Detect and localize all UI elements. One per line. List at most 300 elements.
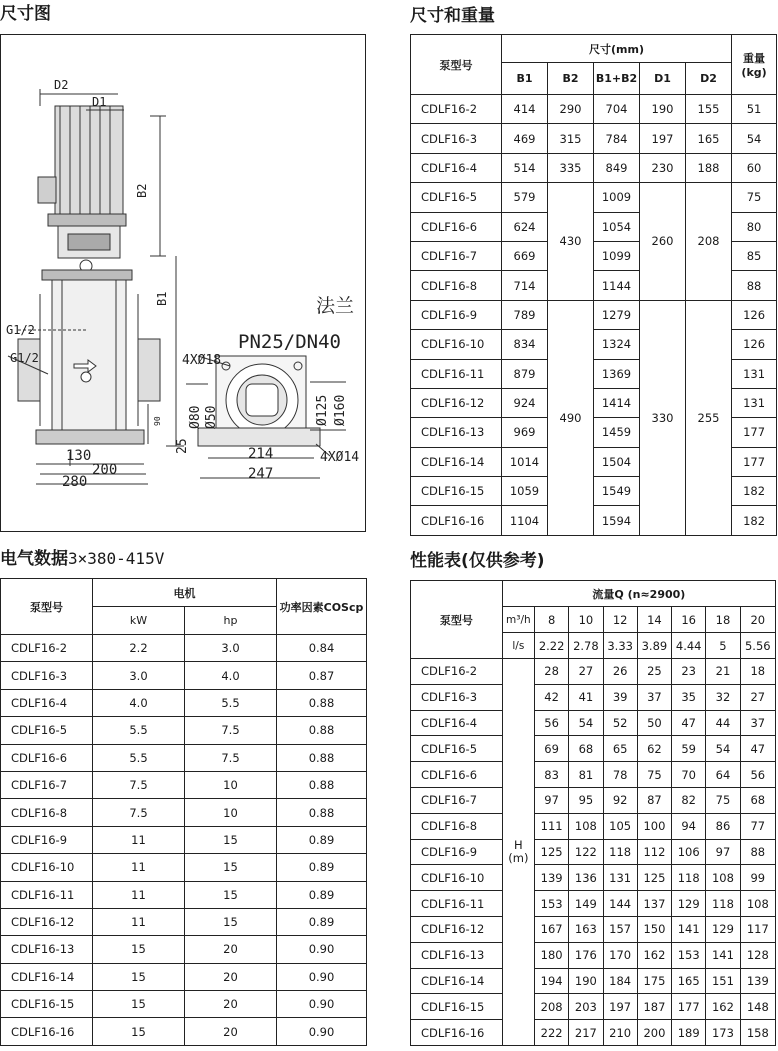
perf-head-cell: 158 <box>740 1020 775 1046</box>
perf-head-cell: 32 <box>706 684 740 710</box>
size-model-cell: CDLF16-3 <box>411 124 502 153</box>
elec-kw-cell: 7.5 <box>93 771 185 798</box>
perf-head-cell: 62 <box>637 736 671 762</box>
elec-model-cell: CDLF16-12 <box>1 908 93 935</box>
perf-flow-m3h-cell: 10 <box>569 607 603 633</box>
perf-head-cell: 44 <box>706 710 740 736</box>
perf-model-cell: CDLF16-6 <box>411 762 503 788</box>
perf-flow-ls-cell: 4.44 <box>672 633 706 659</box>
perf-head-cell: 68 <box>740 787 775 813</box>
perf-head-cell: 81 <box>569 762 603 788</box>
size-table-row <box>411 124 777 153</box>
perf-head-cell: 42 <box>534 684 568 710</box>
perf-head-cell: 70 <box>672 762 706 788</box>
perf-head-label <box>502 659 534 1046</box>
elec-pf-cell: 0.90 <box>277 1018 367 1045</box>
performance-table-row <box>411 762 776 788</box>
electrical-voltage: 3×380-415V <box>68 549 165 568</box>
perf-flow-ls-cell: 5 <box>706 633 740 659</box>
perf-head-cell: 150 <box>637 916 671 942</box>
inlet-flange <box>18 339 40 401</box>
perf-head-cell: 26 <box>603 659 637 685</box>
perf-head-cell: 175 <box>637 968 671 994</box>
elec-pf-header: 功率因素COScp <box>277 579 367 635</box>
elec-model-cell: CDLF16-15 <box>1 991 93 1018</box>
perf-head-cell: 222 <box>534 1020 568 1046</box>
perf-head-cell: 210 <box>603 1020 637 1046</box>
electrical-table-row <box>1 744 367 771</box>
elec-hp-cell: 20 <box>185 963 277 990</box>
perf-head-cell: 77 <box>740 813 775 839</box>
perf-flow-m3h-cell: 20 <box>740 607 775 633</box>
label-90: 90 <box>152 415 162 426</box>
size-b1-cell: 834 <box>502 330 548 359</box>
elec-hp-cell: 10 <box>185 799 277 826</box>
elec-hp-cell: 15 <box>185 908 277 935</box>
label-flange-spec: PN25/DN40 <box>237 330 341 353</box>
perf-head-cell: 197 <box>603 994 637 1020</box>
perf-flow-ls-cell: 3.33 <box>603 633 637 659</box>
size-weight-header: 重量(kg) <box>732 35 777 95</box>
perf-head-cell: 78 <box>603 762 637 788</box>
perf-model-cell: CDLF16-14 <box>411 968 503 994</box>
perf-head-cell: 100 <box>637 813 671 839</box>
size-col-b1: B1 <box>502 63 548 95</box>
size-weight-cell: 126 <box>732 330 777 359</box>
size-weight-cell: 85 <box>732 241 777 270</box>
perf-head-cell: 162 <box>637 942 671 968</box>
perf-head-cell: 194 <box>534 968 568 994</box>
size-weight-cell: 131 <box>732 359 777 388</box>
performance-table-row <box>411 787 776 813</box>
perf-head-cell: 177 <box>672 994 706 1020</box>
size-table-row <box>411 183 777 212</box>
size-b1b2-cell: 1279 <box>594 300 640 329</box>
size-d1-cell: 230 <box>640 153 686 182</box>
electrical-title-text: 电气数据 <box>0 549 68 569</box>
performance-table-row <box>411 839 776 865</box>
size-b1-cell: 1059 <box>502 477 548 506</box>
size-col-d1: D1 <box>640 63 686 95</box>
perf-model-cell: CDLF16-12 <box>411 916 503 942</box>
size-b1-cell: 789 <box>502 300 548 329</box>
performance-table-row <box>411 968 776 994</box>
size-model-cell: CDLF16-14 <box>411 447 502 476</box>
label-g-lower: G1/2 <box>9 350 39 365</box>
perf-flow-ls-cell: 2.22 <box>534 633 568 659</box>
perf-head-cell: 129 <box>706 916 740 942</box>
elec-hp-cell: 7.5 <box>185 717 277 744</box>
perf-head-cell: 125 <box>637 865 671 891</box>
size-b1b2-cell: 1459 <box>594 418 640 447</box>
size-b2-cell: 490 <box>548 300 594 535</box>
size-model-cell: CDLF16-4 <box>411 153 502 182</box>
size-b1-cell: 969 <box>502 418 548 447</box>
motor-body <box>55 106 123 214</box>
size-d2-cell: 188 <box>686 153 732 182</box>
perf-head-cell: 94 <box>672 813 706 839</box>
perf-head-cell: 23 <box>672 659 706 685</box>
label-bolt-bottom: 4XØ14 <box>319 449 359 465</box>
size-model-cell: CDLF16-5 <box>411 183 502 212</box>
size-table-row <box>411 300 777 329</box>
size-d2-cell: 208 <box>686 183 732 301</box>
size-b1b2-cell: 1369 <box>594 359 640 388</box>
perf-flow-ls-cell: 3.89 <box>637 633 671 659</box>
elec-model-cell: CDLF16-9 <box>1 826 93 853</box>
elec-hp-cell: 20 <box>185 991 277 1018</box>
perf-head-cell: 86 <box>706 813 740 839</box>
perf-head-cell: 131 <box>603 865 637 891</box>
perf-head-cell: 137 <box>637 891 671 917</box>
size-dim-header: 尺寸(mm) <box>502 35 732 63</box>
perf-model-cell: CDLF16-5 <box>411 736 503 762</box>
perf-head-cell: 27 <box>740 684 775 710</box>
perf-head-cell: 189 <box>672 1020 706 1046</box>
size-b1b2-cell: 1504 <box>594 447 640 476</box>
perf-head-cell: 118 <box>706 891 740 917</box>
perf-head-cell: 141 <box>706 942 740 968</box>
performance-title: 性能表(仅供参考) <box>410 551 545 571</box>
perf-head-cell: 37 <box>740 710 775 736</box>
elec-pf-cell: 0.84 <box>277 635 367 662</box>
perf-flow-ls-cell: 5.56 <box>740 633 775 659</box>
size-b1-cell: 669 <box>502 241 548 270</box>
size-d2-cell: 165 <box>686 124 732 153</box>
size-table-row <box>411 153 777 182</box>
perf-head-cell: 200 <box>637 1020 671 1046</box>
size-d1-cell: 330 <box>640 300 686 535</box>
perf-head-cell: 190 <box>569 968 603 994</box>
size-weight-cell: 51 <box>732 95 777 124</box>
size-b1b2-cell: 849 <box>594 153 640 182</box>
outlet-flange <box>138 339 160 401</box>
size-model-cell: CDLF16-11 <box>411 359 502 388</box>
perf-head-cell: 141 <box>672 916 706 942</box>
perf-head-cell: 112 <box>637 839 671 865</box>
perf-model-cell: CDLF16-7 <box>411 787 503 813</box>
elec-pf-cell: 0.88 <box>277 744 367 771</box>
perf-head-cell: 82 <box>672 787 706 813</box>
perf-unit-ls: l/s <box>502 633 534 659</box>
size-b1-cell: 624 <box>502 212 548 241</box>
pump-stack <box>52 280 126 430</box>
size-d1-cell: 197 <box>640 124 686 153</box>
elec-model-cell: CDLF16-3 <box>1 662 93 689</box>
dimension-drawing-title: 尺寸图 <box>0 4 51 24</box>
perf-head-cell: 153 <box>534 891 568 917</box>
electrical-table <box>0 578 367 1046</box>
label-d80: Ø80 <box>187 405 203 429</box>
elec-model-cell: CDLF16-16 <box>1 1018 93 1045</box>
electrical-table-row <box>1 662 367 689</box>
perf-head-cell: 136 <box>569 865 603 891</box>
size-b2-cell: 290 <box>548 95 594 124</box>
perf-head-cell: 25 <box>637 659 671 685</box>
perf-head-cell: 75 <box>637 762 671 788</box>
size-weight-cell: 131 <box>732 388 777 417</box>
size-model-header: 泵型号 <box>411 35 502 95</box>
perf-head-cell: 52 <box>603 710 637 736</box>
size-weight-cell: 126 <box>732 300 777 329</box>
size-model-cell: CDLF16-6 <box>411 212 502 241</box>
perf-head-cell: 117 <box>740 916 775 942</box>
electrical-table-row <box>1 799 367 826</box>
elec-hp-cell: 10 <box>185 771 277 798</box>
size-model-cell: CDLF16-8 <box>411 271 502 300</box>
elec-pf-cell: 0.88 <box>277 689 367 716</box>
performance-table-row <box>411 684 776 710</box>
size-weight-cell: 182 <box>732 477 777 506</box>
perf-head-cell: 28 <box>534 659 568 685</box>
elec-kw-cell: 15 <box>93 1018 185 1045</box>
perf-head-cell: 47 <box>672 710 706 736</box>
elec-pf-cell: 0.88 <box>277 771 367 798</box>
electrical-table-row <box>1 717 367 744</box>
elec-model-cell: CDLF16-4 <box>1 689 93 716</box>
size-b1-cell: 1014 <box>502 447 548 476</box>
perf-head-cell: 47 <box>740 736 775 762</box>
elec-pf-cell: 0.88 <box>277 717 367 744</box>
perf-flow-m3h-cell: 8 <box>534 607 568 633</box>
size-b1b2-cell: 1414 <box>594 388 640 417</box>
perf-head-cell: 163 <box>569 916 603 942</box>
pump-drawing <box>0 34 366 532</box>
elec-hp-cell: 15 <box>185 854 277 881</box>
electrical-table-row <box>1 908 367 935</box>
electrical-table-row <box>1 881 367 908</box>
performance-table-row <box>411 736 776 762</box>
perf-head-cell: 75 <box>706 787 740 813</box>
elec-model-cell: CDLF16-6 <box>1 744 93 771</box>
electrical-table-row <box>1 963 367 990</box>
size-b1-cell: 924 <box>502 388 548 417</box>
size-b1-cell: 469 <box>502 124 548 153</box>
perf-model-cell: CDLF16-8 <box>411 813 503 839</box>
label-flange: 法兰 <box>315 294 354 317</box>
electrical-table-row <box>1 854 367 881</box>
perf-head-cell: 151 <box>706 968 740 994</box>
performance-table-row <box>411 994 776 1020</box>
elec-kw-cell: 2.2 <box>93 635 185 662</box>
elec-hp-cell: 4.0 <box>185 662 277 689</box>
size-b1-cell: 579 <box>502 183 548 212</box>
size-col-d2: D2 <box>686 63 732 95</box>
size-weight-table <box>410 34 777 536</box>
performance-table <box>410 580 776 1046</box>
electrical-table-row <box>1 991 367 1018</box>
size-b2-cell: 335 <box>548 153 594 182</box>
label-b1: B1 <box>154 291 169 306</box>
elec-kw-cell: 3.0 <box>93 662 185 689</box>
perf-head-cell: 59 <box>672 736 706 762</box>
elec-hp-cell: 20 <box>185 936 277 963</box>
elec-pf-cell: 0.89 <box>277 826 367 853</box>
perf-head-label-unit: (m) <box>508 850 529 865</box>
elec-hp-cell: 3.0 <box>185 635 277 662</box>
perf-head-cell: 162 <box>706 994 740 1020</box>
size-b1-cell: 1104 <box>502 506 548 535</box>
label-25: 25 <box>174 437 190 454</box>
size-b1b2-cell: 1099 <box>594 241 640 270</box>
size-b2-cell: 315 <box>548 124 594 153</box>
perf-model-header: 泵型号 <box>411 581 503 659</box>
perf-head-cell: 203 <box>569 994 603 1020</box>
perf-head-cell: 129 <box>672 891 706 917</box>
size-table-row <box>411 95 777 124</box>
electrical-table-row <box>1 826 367 853</box>
label-d50: Ø50 <box>203 405 219 429</box>
performance-table-row <box>411 710 776 736</box>
perf-flow-ls-cell: 2.78 <box>569 633 603 659</box>
electrical-table-row <box>1 1018 367 1045</box>
perf-head-cell: 50 <box>637 710 671 736</box>
electrical-table-row <box>1 635 367 662</box>
elec-kw-cell: 7.5 <box>93 799 185 826</box>
perf-head-cell: 157 <box>603 916 637 942</box>
terminal-box <box>38 177 56 203</box>
perf-model-cell: CDLF16-11 <box>411 891 503 917</box>
perf-head-cell: 83 <box>534 762 568 788</box>
perf-head-cell: 39 <box>603 684 637 710</box>
perf-head-cell: 108 <box>569 813 603 839</box>
perf-model-cell: CDLF16-15 <box>411 994 503 1020</box>
perf-head-cell: 106 <box>672 839 706 865</box>
perf-model-cell: CDLF16-13 <box>411 942 503 968</box>
elec-model-cell: CDLF16-2 <box>1 635 93 662</box>
perf-head-cell: 139 <box>740 968 775 994</box>
elec-pf-cell: 0.89 <box>277 908 367 935</box>
size-weight-cell: 177 <box>732 447 777 476</box>
elec-kw-cell: 15 <box>93 963 185 990</box>
perf-head-cell: 148 <box>740 994 775 1020</box>
perf-head-cell: 144 <box>603 891 637 917</box>
elec-hp-cell: 7.5 <box>185 744 277 771</box>
size-d1-cell: 260 <box>640 183 686 301</box>
size-col-b2: B2 <box>548 63 594 95</box>
perf-head-cell: 153 <box>672 942 706 968</box>
perf-head-cell: 217 <box>569 1020 603 1046</box>
elec-pf-cell: 0.89 <box>277 881 367 908</box>
size-model-cell: CDLF16-13 <box>411 418 502 447</box>
perf-head-cell: 65 <box>603 736 637 762</box>
size-weight-title: 尺寸和重量 <box>410 6 495 26</box>
size-d2-cell: 255 <box>686 300 732 535</box>
elec-pf-cell: 0.90 <box>277 963 367 990</box>
performance-table-row <box>411 891 776 917</box>
perf-head-cell: 92 <box>603 787 637 813</box>
perf-head-cell: 108 <box>706 865 740 891</box>
elec-motor-header: 电机 <box>93 579 277 607</box>
elec-kw-cell: 15 <box>93 991 185 1018</box>
label-d125: Ø125 <box>314 394 330 426</box>
perf-head-cell: 54 <box>706 736 740 762</box>
elec-kw-cell: 15 <box>93 936 185 963</box>
size-model-cell: CDLF16-12 <box>411 388 502 417</box>
elec-kw-cell: 11 <box>93 908 185 935</box>
performance-table-row <box>411 659 776 685</box>
perf-head-cell: 21 <box>706 659 740 685</box>
elec-model-cell: CDLF16-8 <box>1 799 93 826</box>
pump-base <box>36 430 144 444</box>
perf-flow-m3h-cell: 16 <box>672 607 706 633</box>
elec-model-cell: CDLF16-5 <box>1 717 93 744</box>
size-b2-cell: 430 <box>548 183 594 301</box>
size-b1-cell: 879 <box>502 359 548 388</box>
perf-head-cell: 88 <box>740 839 775 865</box>
electrical-table-row <box>1 936 367 963</box>
perf-flow-m3h-cell: 18 <box>706 607 740 633</box>
perf-head-cell: 128 <box>740 942 775 968</box>
elec-model-header: 泵型号 <box>1 579 93 635</box>
electrical-title <box>0 549 164 569</box>
perf-head-cell: 180 <box>534 942 568 968</box>
perf-head-cell: 54 <box>569 710 603 736</box>
size-b1b2-cell: 1054 <box>594 212 640 241</box>
size-b1b2-cell: 704 <box>594 95 640 124</box>
perf-head-cell: 108 <box>740 891 775 917</box>
perf-head-cell: 125 <box>534 839 568 865</box>
size-weight-cell: 75 <box>732 183 777 212</box>
label-d160: Ø160 <box>332 394 348 426</box>
performance-table-row <box>411 942 776 968</box>
perf-head-cell: 37 <box>637 684 671 710</box>
size-b1-cell: 414 <box>502 95 548 124</box>
elec-pf-cell: 0.90 <box>277 936 367 963</box>
size-b1b2-cell: 1144 <box>594 271 640 300</box>
perf-head-cell: 176 <box>569 942 603 968</box>
perf-flow-m3h-cell: 14 <box>637 607 671 633</box>
label-g-upper: G1/2 <box>5 322 35 337</box>
perf-head-cell: 68 <box>569 736 603 762</box>
size-b1b2-cell: 784 <box>594 124 640 153</box>
size-model-cell: CDLF16-2 <box>411 95 502 124</box>
elec-hp-header: hp <box>185 607 277 635</box>
perf-head-cell: 99 <box>740 865 775 891</box>
perf-head-cell: 118 <box>603 839 637 865</box>
elec-pf-cell: 0.87 <box>277 662 367 689</box>
label-280: 280 <box>61 473 87 490</box>
label-200: 200 <box>91 461 117 478</box>
perf-head-cell: 56 <box>534 710 568 736</box>
label-214: 214 <box>247 445 273 462</box>
perf-head-cell: 187 <box>637 994 671 1020</box>
perf-head-cell: 64 <box>706 762 740 788</box>
elec-model-cell: CDLF16-13 <box>1 936 93 963</box>
size-b1-cell: 714 <box>502 271 548 300</box>
elec-kw-cell: 11 <box>93 854 185 881</box>
perf-model-cell: CDLF16-2 <box>411 659 503 685</box>
perf-head-cell: 149 <box>569 891 603 917</box>
perf-head-cell: 27 <box>569 659 603 685</box>
size-weight-cell: 177 <box>732 418 777 447</box>
size-weight-cell: 60 <box>732 153 777 182</box>
elec-hp-cell: 5.5 <box>185 689 277 716</box>
electrical-table-row <box>1 771 367 798</box>
perf-head-cell: 35 <box>672 684 706 710</box>
elec-kw-cell: 11 <box>93 826 185 853</box>
label-130: 130 <box>65 447 91 464</box>
label-b2: B2 <box>134 183 149 198</box>
perf-model-cell: CDLF16-9 <box>411 839 503 865</box>
perf-unit-m3h: m³/h <box>502 607 534 633</box>
size-model-cell: CDLF16-9 <box>411 300 502 329</box>
elec-kw-header: kW <box>93 607 185 635</box>
perf-head-cell: 95 <box>569 787 603 813</box>
size-weight-cell: 80 <box>732 212 777 241</box>
perf-flow-header: 流量Q (n≈2900) <box>502 581 775 607</box>
elec-kw-cell: 11 <box>93 881 185 908</box>
